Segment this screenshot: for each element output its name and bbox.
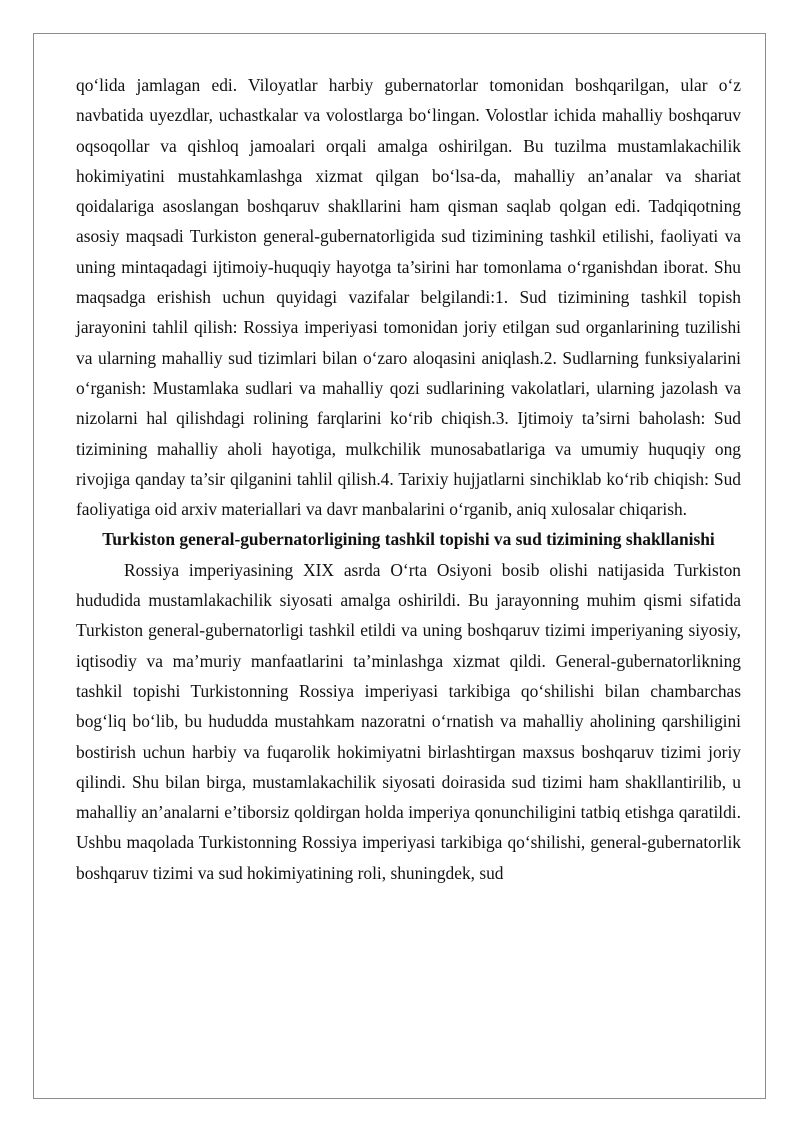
document-body bbox=[76, 70, 741, 888]
section-heading: Turkiston general-gubernatorligining tashkil topishi va sud tizimining shakllanishi bbox=[102, 529, 715, 550]
body-paragraph: Rossiya imperiyasining XIX asrda O‘rta Osiyoni bosib olishi natijasida Turkiston hududida mustamlakachilik siyosati amalga oshirildi. Bu jarayonning muhim qismi sifatida Turkiston general-gubernatorligi tashkil etildi va uning boshqaruv tizimi imperiyaning siyosiy, iqtisodiy va ma’muriy manfaatlarini ta’minlashga xizmat qildi. General-gubernatorlikning tashkil topishi Turkistonning Rossiya imperiyasi tarkibiga qo‘shilishi bilan chambarchas bog‘liq bo‘lib, bu hududda mustahkam nazoratni o‘rnatish va mahalliy aholining qarshiligini bostirish uchun harbiy va fuqarolik hokimiyatni birlashtirgan maxsus boshqaruv tizimi joriy qilindi. Shu bilan birga, mustamlakachilik siyosati doirasida sud tizimi ham shakllantirilib, u mahalliy an’analarni e’tiborsiz qoldirgan holda imperiya qonunchiligini tatbiq etishga qaratildi. Ushbu maqolada Turkistonning Rossiya imperiyasi tarkibiga qo‘shilishi, general-gubernatorlik boshqaruv tizimi va sud hokimiyatining roli, shuningdek, sud bbox=[76, 559, 741, 883]
body-paragraph: qo‘lida jamlagan edi. Viloyatlar harbiy gubernatorlar tomonidan boshqarilgan, ular o‘z navbatida uyezdlar, uchastkalar va volostlarga bo‘lingan. Volostlar ichida mahalliy boshqaruv oqsoqollar va qishloq jamoalari orqali amalga oshirilgan. Bu tuzilma mustamlakachilik hokimiyatini mustahkamlashga xizmat qilgan bo‘lsa-da, mahalliy an’analar va shariat qoidalariga asoslangan boshqaruv shakllarini ham qisman saqlab qolgan edi. Tadqiqotning asosiy maqsadi Turkiston general-gubernatorligida sud tizimining tashkil etilishi, faoliyati va uning mintaqadagi ijtimoiy-huquqiy hayotga ta’sirini har tomonlama o‘rganishdan iborat. Shu maqsadga erishish uchun quyidagi vazifalar belgilandi:1. Sud tizimining tashkil topish jarayonini tahlil qilish: Rossiya imperiyasi tomonidan joriy etilgan sud organlarining tuzilishi va ularning mahalliy sud tizimlari bilan o‘zaro aloqasini aniqlash.2. Sudlarning funksiyalarini o‘rganish: Mustamlaka sudlari va mahalliy qozi sudlarining vakolatlari, ularning jazolash va nizolarni hal qilishdagi rolining farqlarini ko‘rib chiqish.3. Ijtimoiy ta’sirni baholash: Sud tizimining mahalliy aholi hayotiga, mulkchilik munosabatlariga va umumiy huquqiy ong rivojiga qanday ta’sir qilganini tahlil qilish.4. Tarixiy hujjatlarni sinchiklab ko‘rib chiqish: Sud faoliyatiga oid arxiv materiallari va davr manbalarini o‘rganib, aniq xulosalar chiqarish. bbox=[76, 75, 741, 520]
